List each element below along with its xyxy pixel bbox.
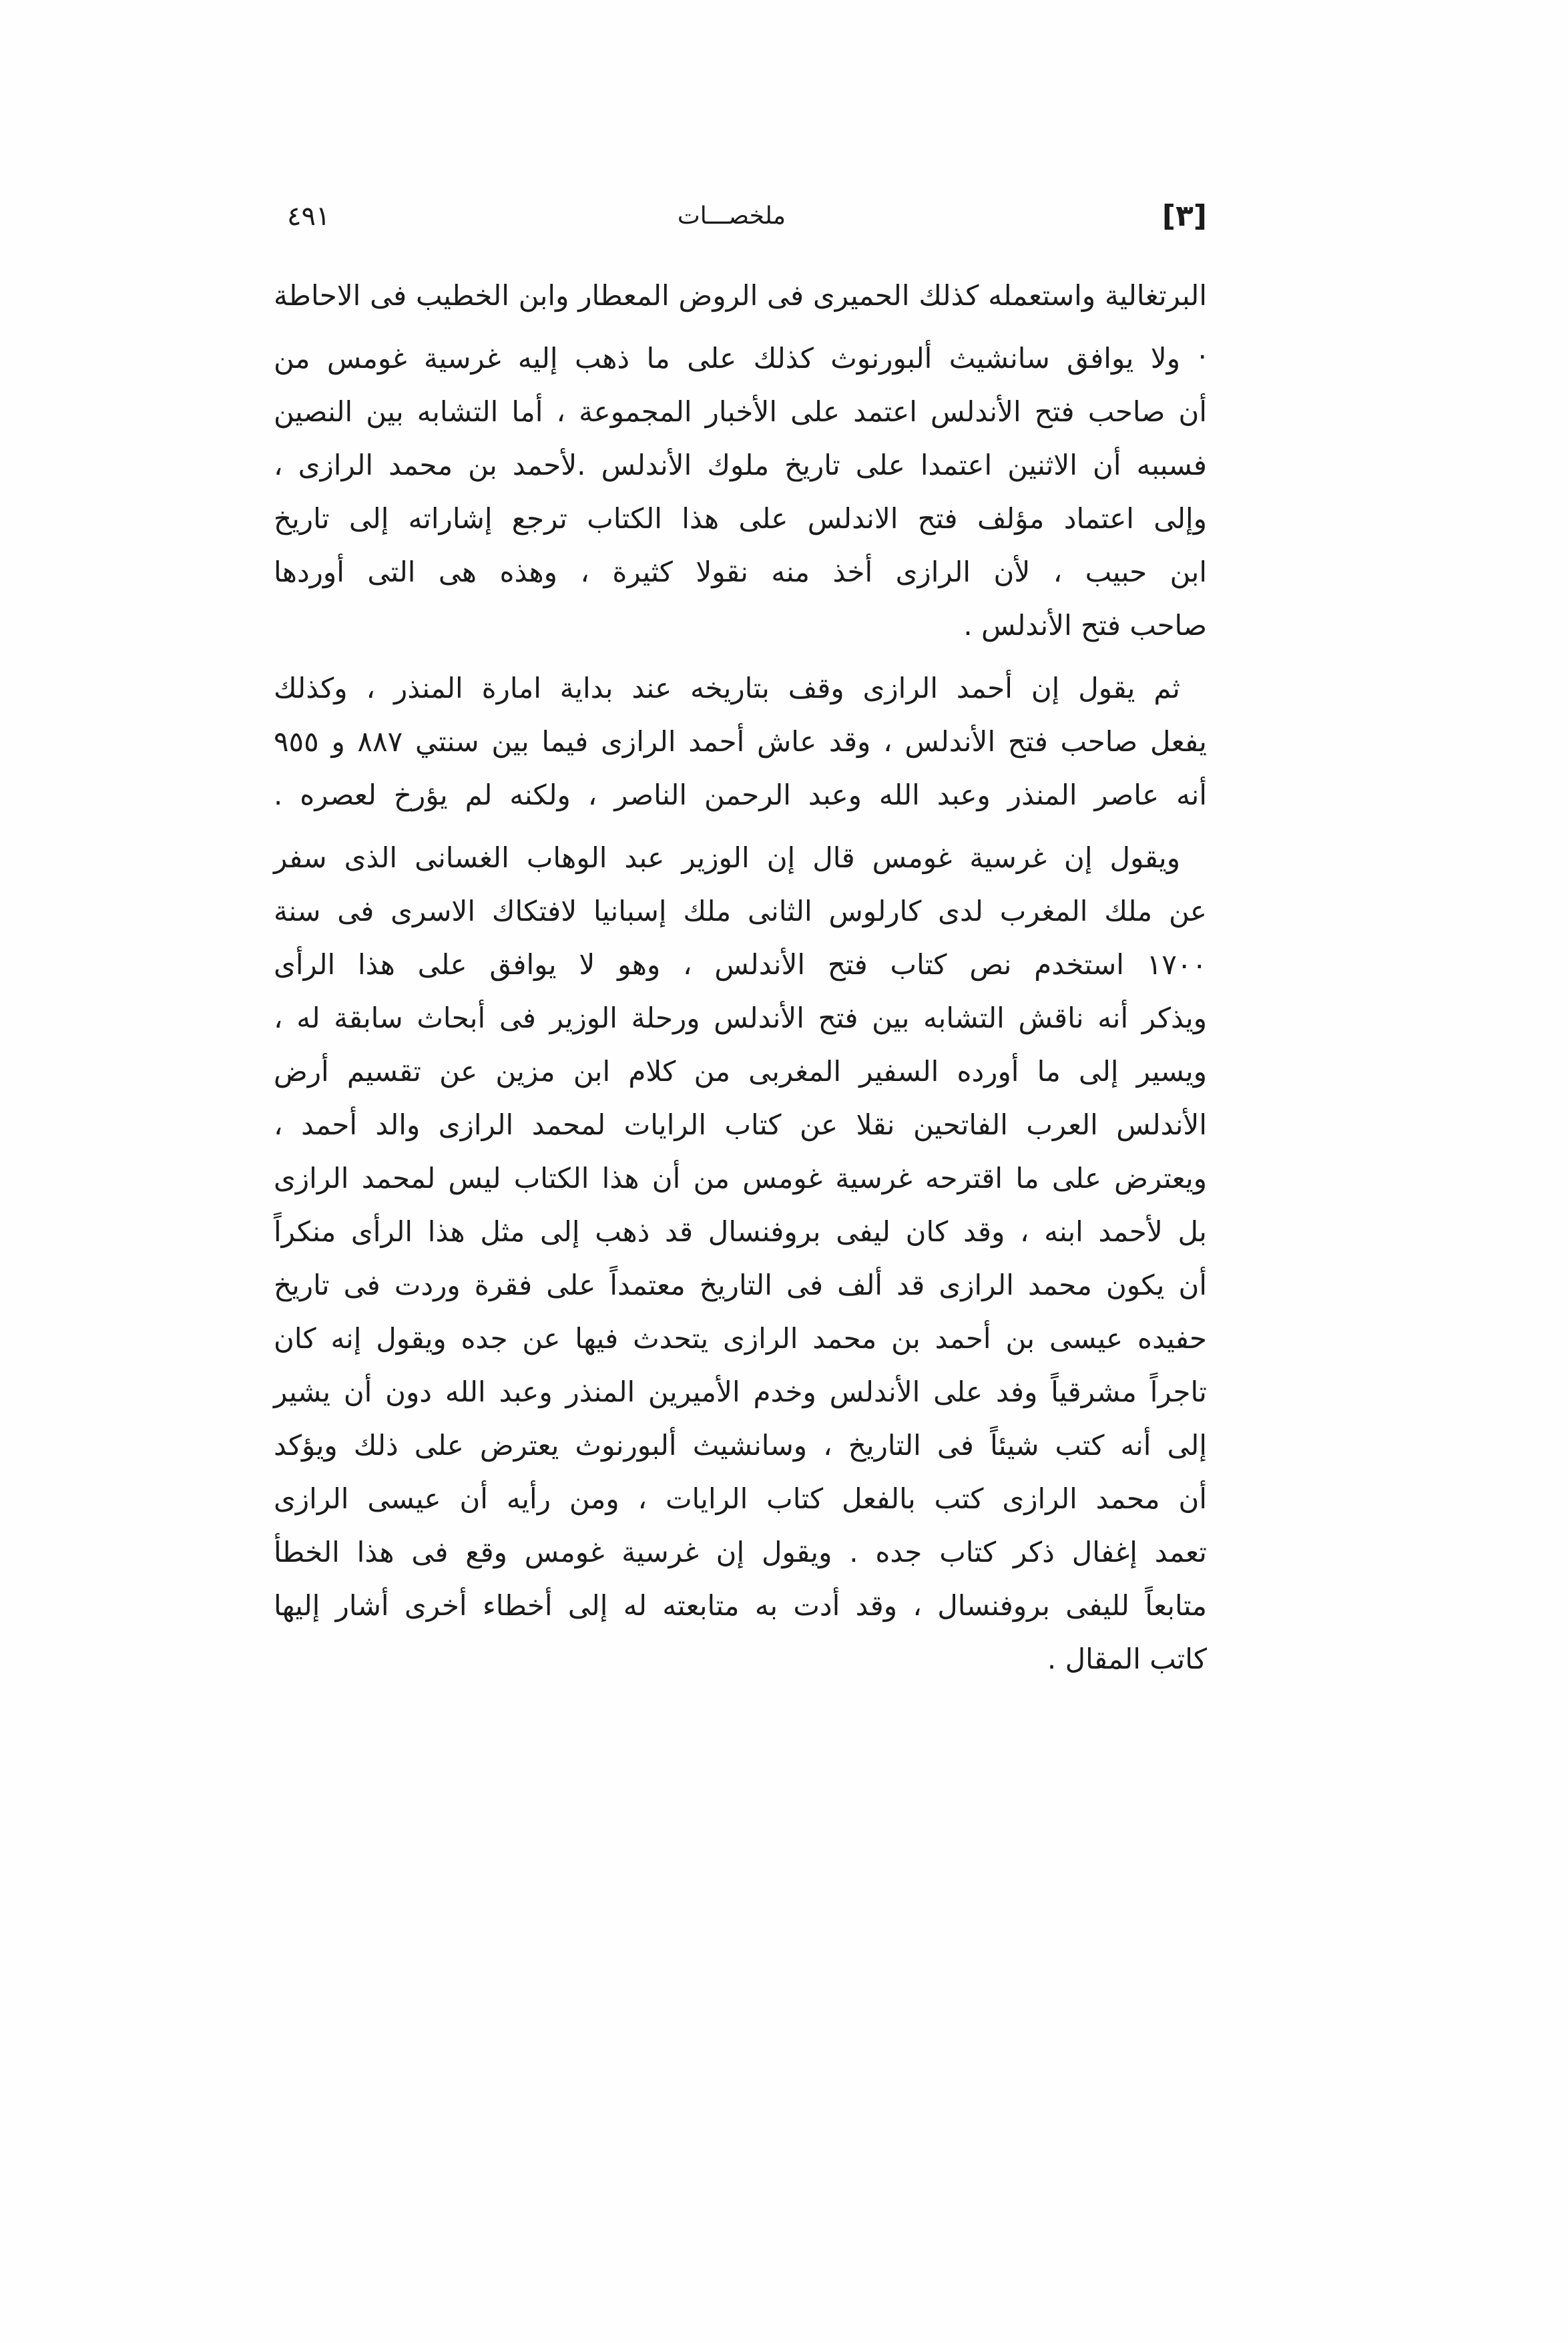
text-line: فسببه أن الاثنين اعتمدا على تاريخ ملوك الأندلس .لأحمد بن محمد الرازى ، [274,449,1207,481]
body-text [274,269,1207,1686]
text-line: الأندلس العرب الفاتحين نقلا عن كتاب الرايات لمحمد الرازى والد أحمد ، [274,1108,1207,1141]
text-line: تعمد إغفال ذكر كتاب جده . ويقول إن غرسية غومس وقع فى هذا الخطأ [274,1536,1207,1568]
running-title: ملخصـــات [677,202,786,230]
text-line: يفعل صاحب فتح الأندلس ، وقد عاش أحمد الرازى فيما بين سنتي ٨٨٧ و ٩٥٥ [274,725,1207,758]
text-line: البرتغالية واستعمله كذلك الحميرى فى الروض المعطار وابن الخطيب فى الاحاطة . [274,279,1207,365]
text-line: أن محمد الرازى كتب بالفعل كتاب الرايات ، ومن رأيه أن عيسى الرازى [274,1482,1207,1515]
text-line: ولا يوافق سانشيث ألبورنوث كذلك على ما ذهب إليه غرسية غومس من [274,342,1180,375]
text-line: ١٧٠٠ استخدم نص كتاب فتح الأندلس ، وهو لا يوافق على هذا الرأى [274,948,1207,981]
text-line: ابن حبيب ، لأن الرازى أخذ منه نقولا كثيرة ، وهذه هى التى أوردها [274,556,1207,588]
text-line: ويسير إلى ما أورده السفير المغربى من كلام ابن مزين عن تقسيم أرض [274,1055,1207,1088]
paragraph-2 [274,332,1207,652]
text-line: ثم يقول إن أحمد الرازى وقف بتاريخه عند بداية امارة المنذر ، وكذلك [274,672,1180,704]
text-line: أن صاحب فتح الأندلس اعتمد على الأخبار المجموعة ، أما التشابه بين النصين [274,395,1207,428]
text-line: صاحب فتح الأندلس . [963,609,1207,642]
text-line: عن ملك المغرب لدى كارلوس الثانى ملك إسبانيا لافتكاك الاسرى فى سنة [274,895,1207,927]
section-number: [٣] [1161,199,1207,233]
text-line: إلى أنه كتب شيئاً فى التاريخ ، وسانشيث ألبورنوث يعترض على ذلك ويؤكد [274,1429,1207,1462]
page-number: ٤٩١ [287,201,330,232]
text-line: ويعترض على ما اقترحه غرسية غومس من أن هذا الكتاب ليس لمحمد الرازى [274,1162,1207,1195]
text-line: وإلى اعتماد مؤلف فتح الاندلس على هذا الكتاب ترجع إشاراته إلى تاريخ [274,502,1207,535]
running-header [274,195,1207,238]
text-line: تاجراً مشرقياً وفد على الأندلس وخدم الأميرين المنذر وعبد الله دون أن يشير [274,1375,1207,1408]
text-line: ويقول إن غرسية غومس قال إن الوزير عبد الوهاب الغسانى الذى سفر [274,841,1180,874]
text-line: أنه عاصر المنذر وعبد الله وعبد الرحمن الناصر ، ولكنه لم يؤرخ لعصره . [274,779,1207,811]
paragraph-3 [274,662,1207,822]
text-line: ويذكر أنه ناقش التشابه بين فتح الأندلس ورحلة الوزير فى أبحاث سابقة له ، [274,1002,1207,1034]
text-line: كاتب المقال . [1047,1643,1207,1675]
text-line: أن يكون محمد الرازى قد ألف فى التاريخ معتمداً على فقرة وردت فى تاريخ [274,1269,1207,1301]
text-line: بل لأحمد ابنه ، وقد كان ليفى بروفنسال قد ذهب إلى مثل هذا الرأى منكراً [274,1215,1207,1248]
text-line: حفيده عيسى بن أحمد بن محمد الرازى يتحدث فيها عن جده ويقول إنه كان [274,1322,1207,1355]
paragraph-4 [274,831,1207,1686]
text-line: متابعاً لليفى بروفنسال ، وقد أدت به متابعته له إلى أخطاء أخرى أشار إليها [274,1589,1207,1622]
